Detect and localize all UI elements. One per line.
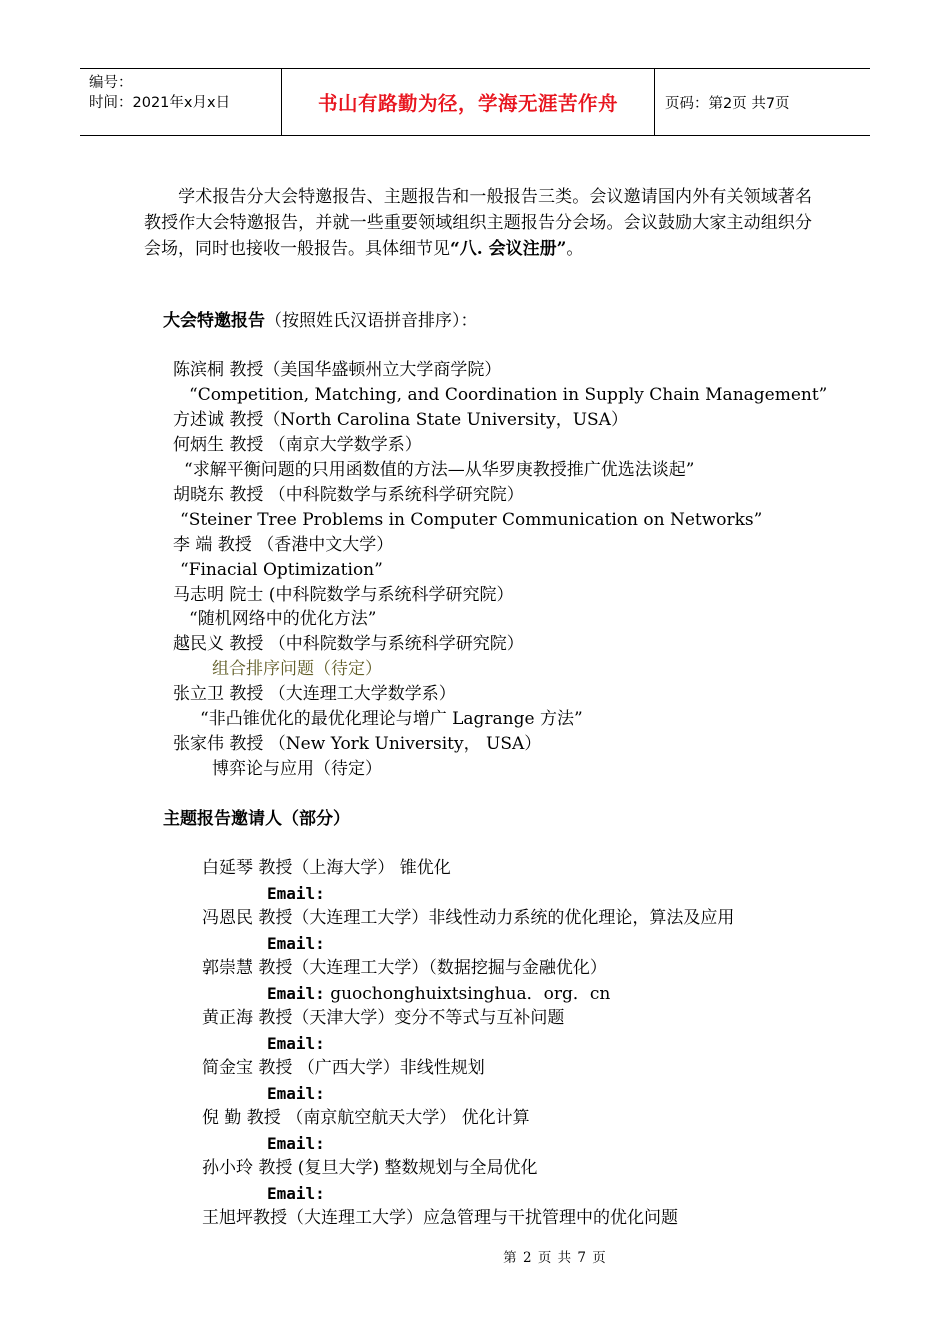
plenary-heading-line: [163, 310, 478, 332]
topic-person: 倪 勤 教授 （南京航空航天大学） 优化计算: [202, 1108, 530, 1128]
document-time-label: 时间：2021年x月x日: [89, 95, 231, 111]
email-line: [267, 1083, 325, 1105]
intro-paragraph: [144, 184, 812, 262]
email-address: guochonghuixtsinghua．org．cn: [330, 984, 611, 1004]
plenary-speaker: 陈滨桐 教授（美国华盛顿州立大学商学院）: [173, 360, 502, 380]
plenary-talk-title: “Steiner Tree Problems in Computer Communication on Networks”: [180, 510, 763, 530]
email-line: [267, 1183, 325, 1205]
document-number-label: 编号：: [89, 75, 133, 91]
email-label: Email:: [267, 1184, 325, 1203]
plenary-talk-title: “Competition, Matching, and Coordination in Supply Chain Management”: [189, 385, 828, 405]
plenary-talk-title: “Finacial Optimization”: [180, 560, 383, 580]
plenary-speaker: 李 端 教授 （香港中文大学）: [173, 535, 394, 555]
plenary-talk-title: 博弈论与应用（待定）: [212, 759, 382, 779]
plenary-talk-title: 组合排序问题（待定）: [212, 659, 382, 679]
topic-person: 黄正海 教授（天津大学）变分不等式与互补问题: [202, 1008, 565, 1028]
email-line: [267, 1033, 325, 1055]
email-label: Email:: [267, 1134, 325, 1153]
email-line: [267, 1133, 325, 1155]
topic-person: 王旭坪教授（大连理工大学）应急管理与干扰管理中的优化问题: [202, 1208, 678, 1228]
topic-person: 郭崇慧 教授（大连理工大学）（数据挖掘与金融优化）: [202, 958, 607, 978]
plenary-speaker: 张立卫 教授 （大连理工大学数学系）: [173, 684, 456, 704]
topic-person: 孙小玲 教授 (复旦大学) 整数规划与全局优化: [202, 1158, 538, 1178]
plenary-talk-title: “求解平衡问题的只用函数值的方法—从华罗庚教授推广优选法谈起”: [184, 460, 695, 480]
email-label: Email:: [267, 1034, 325, 1053]
page-footer: 第 2 页 共 7 页: [503, 1250, 607, 1266]
plenary-talk-title: “非凸锥优化的最优化理论与增广 Lagrange 方法”: [200, 709, 583, 729]
intro-end: 。: [566, 239, 584, 259]
plenary-speaker: 马志明 院士 (中科院数学与系统科学研究院）: [173, 585, 514, 605]
email-label: Email:: [267, 934, 325, 953]
plenary-speaker: 张家伟 教授 （New York University， USA）: [173, 734, 542, 754]
topic-person: 简金宝 教授 （广西大学）非线性规划: [202, 1058, 485, 1078]
email-label: Email:: [267, 984, 325, 1003]
plenary-speaker: 越民义 教授 （中科院数学与系统科学研究院）: [173, 634, 524, 654]
plenary-speaker: 胡晓东 教授 （中科院数学与系统科学研究院）: [173, 485, 524, 505]
header-meta: [80, 69, 282, 135]
plenary-heading: 大会特邀报告: [163, 311, 265, 331]
header-motto: 书山有路勤为径，学海无涯苦作舟: [282, 69, 655, 135]
email-line: [267, 983, 610, 1005]
plenary-heading-note: （按照姓氏汉语拼音排序）：: [265, 311, 478, 331]
page-header: [80, 68, 870, 136]
header-page-code: 页码：第2页 共7页: [665, 95, 790, 112]
plenary-speaker: 何炳生 教授 （南京大学数学系）: [173, 435, 422, 455]
topic-person: 冯恩民 教授（大连理工大学）非线性动力系统的优化理论，算法及应用: [202, 908, 735, 928]
email-label: Email:: [267, 884, 325, 903]
plenary-talk-title: “随机网络中的优化方法”: [189, 609, 377, 629]
plenary-speaker: 方述诚 教授（North Carolina State University，USA）: [173, 410, 628, 430]
email-line: [267, 933, 325, 955]
email-label: Email:: [267, 1084, 325, 1103]
topic-person: 白延琴 教授（上海大学） 锥优化: [202, 858, 451, 878]
intro-section-reference: “八. 会议注册”: [450, 239, 567, 259]
topic-heading: 主题报告邀请人（部分）: [163, 809, 350, 829]
email-line: [267, 883, 325, 905]
intro-text: 学术报告分大会特邀报告、主题报告和一般报告三类。会议邀请国内外有关领域著名教授作大会特邀报告，并就一些重要领域组织主题报告分会场。会议鼓励大家主动组织分会场，同时也接收一般报告。具体细节见: [144, 187, 812, 259]
